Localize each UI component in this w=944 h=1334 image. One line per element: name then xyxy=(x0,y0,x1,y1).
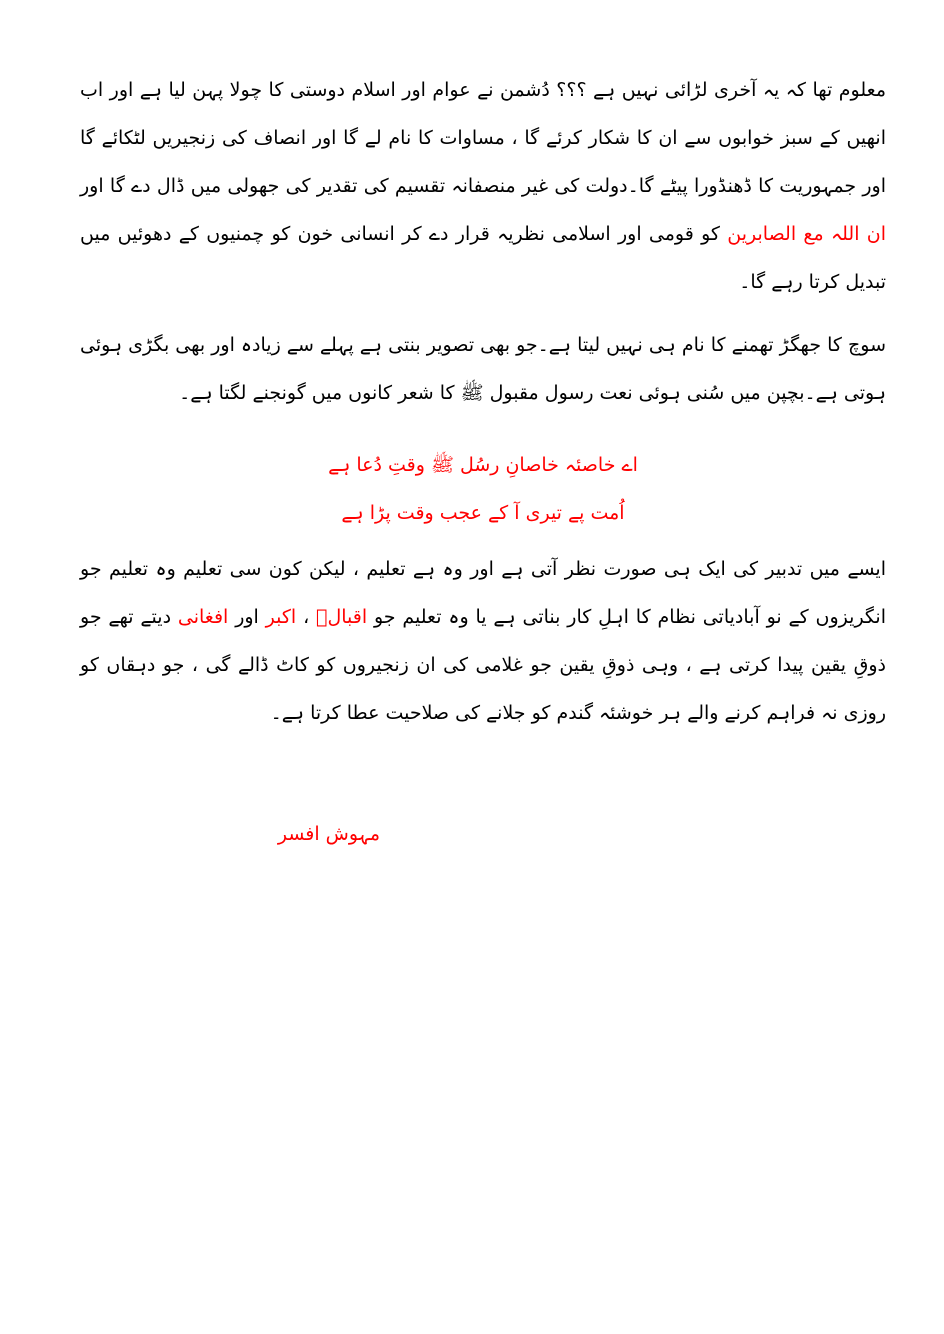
author-name: مہوش افسر xyxy=(277,823,380,845)
paragraph-3-text-a: ایسے میں تدبیر کی ایک ہی صورت نظر آتی ہے اور وہ ہے تعلیم ، لیکن کون سی تعلیم وہ تعلیم جو انگریزوں کے نو آبادیاتی نظام کا اہلِ کار بناتی ہے یا وہ تعلیم جو xyxy=(80,558,886,628)
name-akbar: اکبر xyxy=(265,606,297,628)
verse-line-2: اُمت پے تیری آ کے عجب وقت پڑا ہے xyxy=(341,502,625,524)
name-iqbal: اقبالؔ xyxy=(316,606,368,628)
verse-line-1: اے خاصئہ خاصانِ رسُل ﷺ وقتِ دُعا ہے xyxy=(328,454,638,476)
paragraph-1 xyxy=(80,66,886,306)
paragraph-1-text-b: کو قومی اور اسلامی نظریہ قرار دے کر انسانی خون کو چمنیوں کے دھوئیں میں تبدیل کرتا رہے گا۔ xyxy=(80,223,886,293)
name-afghani: افغانی xyxy=(177,606,229,628)
paragraph-2: سوچ کا جھگڑ تھمنے کا نام ہی نہیں لیتا ہے۔جو بھی تصویر بنتی ہے پہلے سے زیادہ اور بھی بگڑی ہوئی ہوتی ہے۔بچپن میں سُنی ہوئی نعت رسول مقبول ﷺ کا شعر کانوں میں گونجنے لگتا ہے۔ xyxy=(80,334,886,404)
conjunction-and: اور xyxy=(235,606,259,628)
paragraph-3-text-b: دیتے تھے جو ذوقِ یقین پیدا کرتی ہے ، وہی ذوقِ یقین جو غلامی کی ان زنجیروں کو کاٹ ڈالے گی ، جو دہقاں کو روزی نہ فراہم کرنے والے ہر خوشئہ گندم کو جلانے کی صلاحیت عطا کرتا ہے۔ xyxy=(80,606,886,724)
paragraph-1-text-a: معلوم تھا کہ یہ آخری لڑائی نہیں ہے ؟؟؟ دُشمن نے عوام اور اسلام دوستی کا چولا پہن لیا ہے اور اب انھیں کے سبز خوابوں سے ان کا شکار کرئے گا ، مساوات کا نام لے گا اور انصاف کی زنجیریں لٹکائے گا اور جمہوریت کا ڈھنڈورا پیٹے گا۔دولت کی غیر منصفانہ تقسیم کی تقدیر کی جھولی میں ڈال دے گا اور xyxy=(80,79,886,197)
quranic-phrase-highlight: ان اللہ مع الصابرین xyxy=(727,223,886,245)
separator-comma: ، xyxy=(303,606,310,628)
paragraph-3 xyxy=(80,545,886,737)
